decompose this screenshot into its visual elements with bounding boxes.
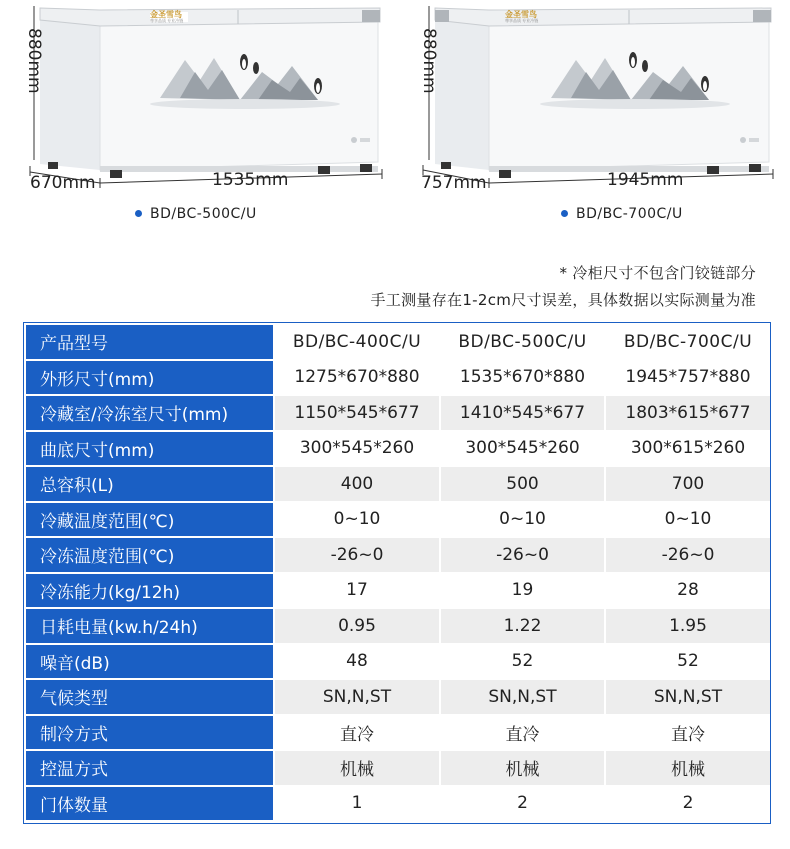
- row-label: 制冷方式: [25, 715, 274, 751]
- cell-value: 19: [440, 573, 605, 609]
- width-dimension-label: 1535mm: [212, 170, 289, 190]
- cell-value: -26~0: [605, 537, 771, 573]
- table-row: [25, 644, 771, 680]
- table-row: [25, 431, 771, 467]
- row-label: 总容积(L): [25, 466, 274, 502]
- brand-logo-subtext: 尊享品质 专业冷链: [150, 18, 184, 23]
- cell-value: 机械: [440, 750, 605, 786]
- spec-table-body: [25, 324, 771, 821]
- spec-table: [24, 323, 772, 822]
- brand-logo-subtext: 尊享品质 专业冷链: [505, 18, 539, 23]
- cell-value: 300*545*260: [440, 431, 605, 467]
- cell-value: 0~10: [274, 502, 440, 538]
- cell-value: 1803*615*677: [605, 395, 771, 431]
- freezer-image: [0, 0, 395, 230]
- table-row: [25, 786, 771, 822]
- row-label: 控温方式: [25, 750, 274, 786]
- cell-value: 300*545*260: [274, 431, 440, 467]
- table-row: [25, 360, 771, 396]
- cell-value: 52: [440, 644, 605, 680]
- cell-value: BD/BC-500C/U: [440, 324, 605, 360]
- cell-value: 700: [605, 466, 771, 502]
- cell-value: BD/BC-700C/U: [605, 324, 771, 360]
- cell-value: 1.22: [440, 608, 605, 644]
- table-row: [25, 537, 771, 573]
- row-label: 噪音(dB): [25, 644, 274, 680]
- cell-value: 1945*757*880: [605, 360, 771, 396]
- cell-value: BD/BC-400C/U: [274, 324, 440, 360]
- cell-value: 直冷: [274, 715, 440, 751]
- row-label: 气候类型: [25, 679, 274, 715]
- model-caption: [561, 206, 683, 222]
- width-dimension-label: 1945mm: [607, 170, 684, 190]
- row-label: 曲底尺寸(mm): [25, 431, 274, 467]
- cell-value: 1.95: [605, 608, 771, 644]
- bullet-dot: [561, 210, 568, 217]
- cell-value: 0~10: [440, 502, 605, 538]
- row-label: 外形尺寸(mm): [25, 360, 274, 396]
- cell-value: -26~0: [440, 537, 605, 573]
- cell-value: 0~10: [605, 502, 771, 538]
- cell-value: 1535*670*880: [440, 360, 605, 396]
- row-label: 冷冻能力(kg/12h): [25, 573, 274, 609]
- cell-value: 1275*670*880: [274, 360, 440, 396]
- product-illustration-500: [0, 0, 395, 230]
- brand-logo-text: 金圣雪鸟: [505, 10, 537, 19]
- brand-logo: [150, 11, 183, 23]
- model-caption-text: BD/BC-500C/U: [150, 206, 257, 222]
- cell-value: SN,N,ST: [274, 679, 440, 715]
- cell-value: SN,N,ST: [440, 679, 605, 715]
- height-dimension-label: 880mm: [419, 28, 439, 94]
- cell-value: 28: [605, 573, 771, 609]
- row-label: 冷藏室/冷冻室尺寸(mm): [25, 395, 274, 431]
- freezer-image: [395, 0, 790, 230]
- cell-value: 2: [605, 786, 771, 822]
- cell-value: 1150*545*677: [274, 395, 440, 431]
- cell-value: 机械: [274, 750, 440, 786]
- product-illustration-700: [395, 0, 790, 230]
- cell-value: 1410*545*677: [440, 395, 605, 431]
- model-caption-text: BD/BC-700C/U: [576, 206, 683, 222]
- depth-dimension-label: 757mm: [421, 173, 487, 193]
- table-row: [25, 395, 771, 431]
- table-row: [25, 573, 771, 609]
- note-measurement-error: 手工测量存在1-2cm尺寸误差，具体数据以实际测量为准: [370, 291, 756, 309]
- cell-value: 直冷: [440, 715, 605, 751]
- table-row: [25, 715, 771, 751]
- brand-logo-text: 金圣雪鸟: [150, 10, 182, 19]
- row-label: 冷藏温度范围(℃): [25, 502, 274, 538]
- row-label: 日耗电量(kw.h/24h): [25, 608, 274, 644]
- table-row: [25, 466, 771, 502]
- cell-value: 500: [440, 466, 605, 502]
- table-row: [25, 750, 771, 786]
- model-caption: [135, 206, 257, 222]
- cell-value: 400: [274, 466, 440, 502]
- cell-value: 48: [274, 644, 440, 680]
- cell-value: 52: [605, 644, 771, 680]
- table-row: [25, 679, 771, 715]
- cell-value: 300*615*260: [605, 431, 771, 467]
- height-dimension-label: 880mm: [24, 28, 44, 94]
- row-label: 产品型号: [25, 324, 274, 360]
- bullet-dot: [135, 210, 142, 217]
- brand-logo: [505, 11, 538, 23]
- cell-value: 17: [274, 573, 440, 609]
- cell-value: SN,N,ST: [605, 679, 771, 715]
- cell-value: 机械: [605, 750, 771, 786]
- table-row: [25, 608, 771, 644]
- depth-dimension-label: 670mm: [30, 173, 96, 193]
- note-hinge-excluded: * 冷柜尺寸不包含门铰链部分: [559, 264, 756, 282]
- cell-value: 2: [440, 786, 605, 822]
- row-label: 门体数量: [25, 786, 274, 822]
- cell-value: -26~0: [274, 537, 440, 573]
- cell-value: 1: [274, 786, 440, 822]
- table-row: [25, 324, 771, 360]
- row-label: 冷冻温度范围(℃): [25, 537, 274, 573]
- table-row: [25, 502, 771, 538]
- cell-value: 直冷: [605, 715, 771, 751]
- cell-value: 0.95: [274, 608, 440, 644]
